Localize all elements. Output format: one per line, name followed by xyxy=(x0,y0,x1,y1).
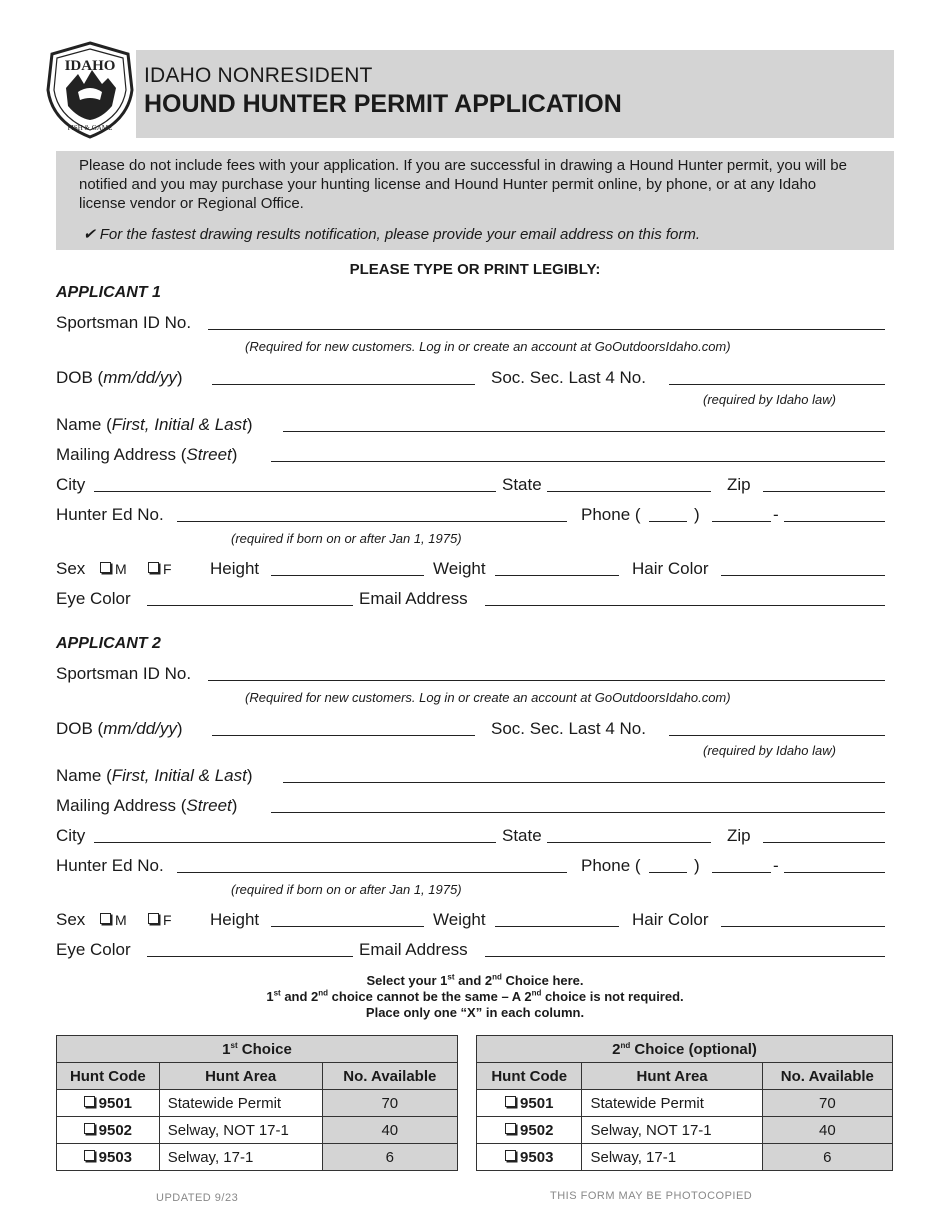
number-available: 6 xyxy=(762,1144,892,1171)
ssn-hint: (required by Idaho law) xyxy=(703,392,836,407)
address-row xyxy=(56,445,886,467)
state-label: State xyxy=(502,826,542,845)
zip-field[interactable] xyxy=(763,826,885,843)
city-row xyxy=(56,826,886,848)
number-available: 70 xyxy=(762,1090,892,1117)
sportsman-id-label: Sportsman ID No. xyxy=(56,664,192,683)
sportsman-id-label: Sportsman ID No. xyxy=(56,313,192,332)
hunt-area: Statewide Permit xyxy=(159,1090,322,1117)
hair-color-label: Hair Color xyxy=(632,559,709,578)
print-legibly-heading: PLEASE TYPE OR PRINT LEGIBLY: xyxy=(349,261,601,278)
column-header: No. Available xyxy=(322,1063,457,1090)
phone-line-field[interactable] xyxy=(784,505,885,522)
notice-text: Please do not include fees with your application. If you are successful in drawing a Hound Hunter permit, you will be notified and you may purchase your hunting license and Hound Hunter permit online, by phone, or at any Idaho license vendor or Regional Office. xyxy=(79,157,847,212)
phone-label: Phone ( xyxy=(581,505,641,524)
table-row xyxy=(57,1144,458,1171)
address-field[interactable] xyxy=(271,796,885,813)
dob-field[interactable] xyxy=(212,719,475,736)
updated-date: UPDATED 9/23 xyxy=(156,1192,239,1204)
sportsman-id-hint: (Required for new customers. Log in or create an account at GoOutdoorsIdaho.com) xyxy=(245,339,731,354)
name-field[interactable] xyxy=(283,766,885,783)
phone-dash: - xyxy=(773,505,779,524)
table-row xyxy=(57,1117,458,1144)
hunter-ed-label: Hunter Ed No. xyxy=(56,505,164,524)
city-field[interactable] xyxy=(94,475,496,492)
ssn-field[interactable] xyxy=(669,719,885,736)
state-field[interactable] xyxy=(547,826,711,843)
number-available: 40 xyxy=(762,1117,892,1144)
address-row xyxy=(56,796,886,818)
table-caption: 1st Choice xyxy=(57,1036,458,1063)
zip-field[interactable] xyxy=(763,475,885,492)
sportsman-id-field[interactable] xyxy=(208,313,885,330)
phone-close-paren: ) xyxy=(694,505,700,524)
sex-row xyxy=(56,559,886,581)
height-field[interactable] xyxy=(271,910,424,927)
hunter-ed-field[interactable] xyxy=(177,505,567,522)
hunt-code-checkbox[interactable]: 9503 xyxy=(477,1144,582,1171)
hunter-ed-hint: (required if born on or after Jan 1, 1975) xyxy=(231,882,462,897)
dob-label: DOB (mm/dd/yy) xyxy=(56,719,183,738)
name-label: Name (First, Initial & Last) xyxy=(56,766,253,785)
form-title-line2: HOUND HUNTER PERMIT APPLICATION xyxy=(144,90,622,118)
column-header: Hunt Code xyxy=(57,1063,160,1090)
city-label: City xyxy=(56,826,86,845)
dob-row xyxy=(56,719,886,758)
weight-label: Weight xyxy=(433,910,486,929)
choice-line-1: Select your 1st and 2nd Choice here. xyxy=(366,972,584,988)
eye-color-label: Eye Color xyxy=(56,589,131,608)
eye-email-row xyxy=(56,940,886,962)
eye-email-row xyxy=(56,589,886,611)
phone-close-paren: ) xyxy=(694,856,700,875)
dob-row xyxy=(56,368,886,407)
city-row xyxy=(56,475,886,497)
name-row xyxy=(56,415,886,437)
ssn-hint: (required by Idaho law) xyxy=(703,743,836,758)
sex-male-checkbox[interactable]: M xyxy=(100,912,127,928)
weight-field[interactable] xyxy=(495,559,619,576)
hunter-ed-row xyxy=(56,505,886,546)
dob-field[interactable] xyxy=(212,368,475,385)
sex-row xyxy=(56,910,886,932)
city-label: City xyxy=(56,475,86,494)
sex-female-checkbox[interactable]: F xyxy=(148,912,172,928)
column-header: No. Available xyxy=(762,1063,892,1090)
hunter-ed-row xyxy=(56,856,886,897)
hunt-code-checkbox[interactable]: 9501 xyxy=(477,1090,582,1117)
address-label: Mailing Address (Street) xyxy=(56,796,238,815)
number-available: 6 xyxy=(322,1144,457,1171)
hunter-ed-field[interactable] xyxy=(177,856,567,873)
sportsman-id-hint: (Required for new customers. Log in or create an account at GoOutdoorsIdaho.com) xyxy=(245,690,731,705)
column-header: Hunt Area xyxy=(159,1063,322,1090)
height-label: Height xyxy=(210,559,260,578)
choice-instructions xyxy=(0,973,950,1021)
dob-label: DOB (mm/dd/yy) xyxy=(56,368,183,387)
sex-female-checkbox[interactable]: F xyxy=(148,561,172,577)
email-tip: ✔ For the fastest drawing results notification, please provide your email address on this form. xyxy=(83,226,701,243)
sportsman-id-row xyxy=(56,313,886,354)
hunt-area: Selway, 17-1 xyxy=(159,1144,322,1171)
sex-label: Sex xyxy=(56,910,86,929)
idaho-fish-game-logo xyxy=(44,40,136,140)
height-label: Height xyxy=(210,910,260,929)
svg-text:IDAHO: IDAHO xyxy=(64,58,116,74)
hunt-code-checkbox[interactable]: 9503 xyxy=(57,1144,160,1171)
eye-color-field[interactable] xyxy=(147,940,353,957)
table-caption: 2nd Choice (optional) xyxy=(477,1036,893,1063)
zip-label: Zip xyxy=(727,826,751,845)
hunter-ed-label: Hunter Ed No. xyxy=(56,856,164,875)
table-row xyxy=(57,1090,458,1117)
svg-text:FISH & GAME: FISH & GAME xyxy=(67,124,113,132)
phone-area-field[interactable] xyxy=(649,856,687,873)
hunt-code-checkbox[interactable]: 9502 xyxy=(477,1117,582,1144)
choice-line-3: Place only one “X” in each column. xyxy=(365,1005,585,1020)
first-choice-table xyxy=(56,1035,458,1171)
email-field[interactable] xyxy=(485,940,885,957)
second-choice-table xyxy=(476,1035,893,1171)
name-row xyxy=(56,766,886,788)
choice-line-2: 1st and 2nd choice cannot be the same – A 2nd choice is not required. xyxy=(266,988,684,1004)
phone-prefix-field[interactable] xyxy=(712,505,771,522)
email-field[interactable] xyxy=(485,589,885,606)
eye-color-label: Eye Color xyxy=(56,940,131,959)
hair-color-field[interactable] xyxy=(721,559,885,576)
email-label: Email Address xyxy=(359,589,468,608)
number-available: 40 xyxy=(322,1117,457,1144)
applicant-heading: APPLICANT 2 xyxy=(56,635,161,652)
weight-label: Weight xyxy=(433,559,486,578)
sex-label: Sex xyxy=(56,559,86,578)
state-field[interactable] xyxy=(547,475,711,492)
sportsman-id-field[interactable] xyxy=(208,664,885,681)
address-field[interactable] xyxy=(271,445,885,462)
phone-label: Phone ( xyxy=(581,856,641,875)
zip-label: Zip xyxy=(727,475,751,494)
hunt-code-checkbox[interactable]: 9501 xyxy=(57,1090,160,1117)
table-row xyxy=(477,1090,893,1117)
hunt-area: Selway, NOT 17-1 xyxy=(159,1117,322,1144)
city-field[interactable] xyxy=(94,826,496,843)
height-field[interactable] xyxy=(271,559,424,576)
email-label: Email Address xyxy=(359,940,468,959)
applicant-heading: APPLICANT 1 xyxy=(56,284,161,301)
hunt-area: Statewide Permit xyxy=(582,1090,762,1117)
name-field[interactable] xyxy=(283,415,885,432)
table-row xyxy=(477,1144,893,1171)
name-label: Name (First, Initial & Last) xyxy=(56,415,253,434)
sex-male-checkbox[interactable]: M xyxy=(100,561,127,577)
table-row xyxy=(477,1117,893,1144)
state-label: State xyxy=(502,475,542,494)
hunt-code-checkbox[interactable]: 9502 xyxy=(57,1117,160,1144)
phone-prefix-field[interactable] xyxy=(712,856,771,873)
phone-line-field[interactable] xyxy=(784,856,885,873)
phone-area-field[interactable] xyxy=(649,505,687,522)
address-label: Mailing Address (Street) xyxy=(56,445,238,464)
column-header: Hunt Code xyxy=(477,1063,582,1090)
hunter-ed-hint: (required if born on or after Jan 1, 1975) xyxy=(231,531,462,546)
eye-color-field[interactable] xyxy=(147,589,353,606)
sportsman-id-row xyxy=(56,664,886,705)
number-available: 70 xyxy=(322,1090,457,1117)
check-icon: ✔ xyxy=(83,226,96,243)
hunt-area: Selway, 17-1 xyxy=(582,1144,762,1171)
ssn-label: Soc. Sec. Last 4 No. xyxy=(491,719,646,738)
hair-color-label: Hair Color xyxy=(632,910,709,929)
weight-field[interactable] xyxy=(495,910,619,927)
form-title-line1: IDAHO NONRESIDENT xyxy=(144,64,373,87)
hunt-area: Selway, NOT 17-1 xyxy=(582,1117,762,1144)
photocopy-note: THIS FORM MAY BE PHOTOCOPIED xyxy=(550,1190,753,1202)
column-header: Hunt Area xyxy=(582,1063,762,1090)
hair-color-field[interactable] xyxy=(721,910,885,927)
ssn-label: Soc. Sec. Last 4 No. xyxy=(491,368,646,387)
phone-dash: - xyxy=(773,856,779,875)
ssn-field[interactable] xyxy=(669,368,885,385)
